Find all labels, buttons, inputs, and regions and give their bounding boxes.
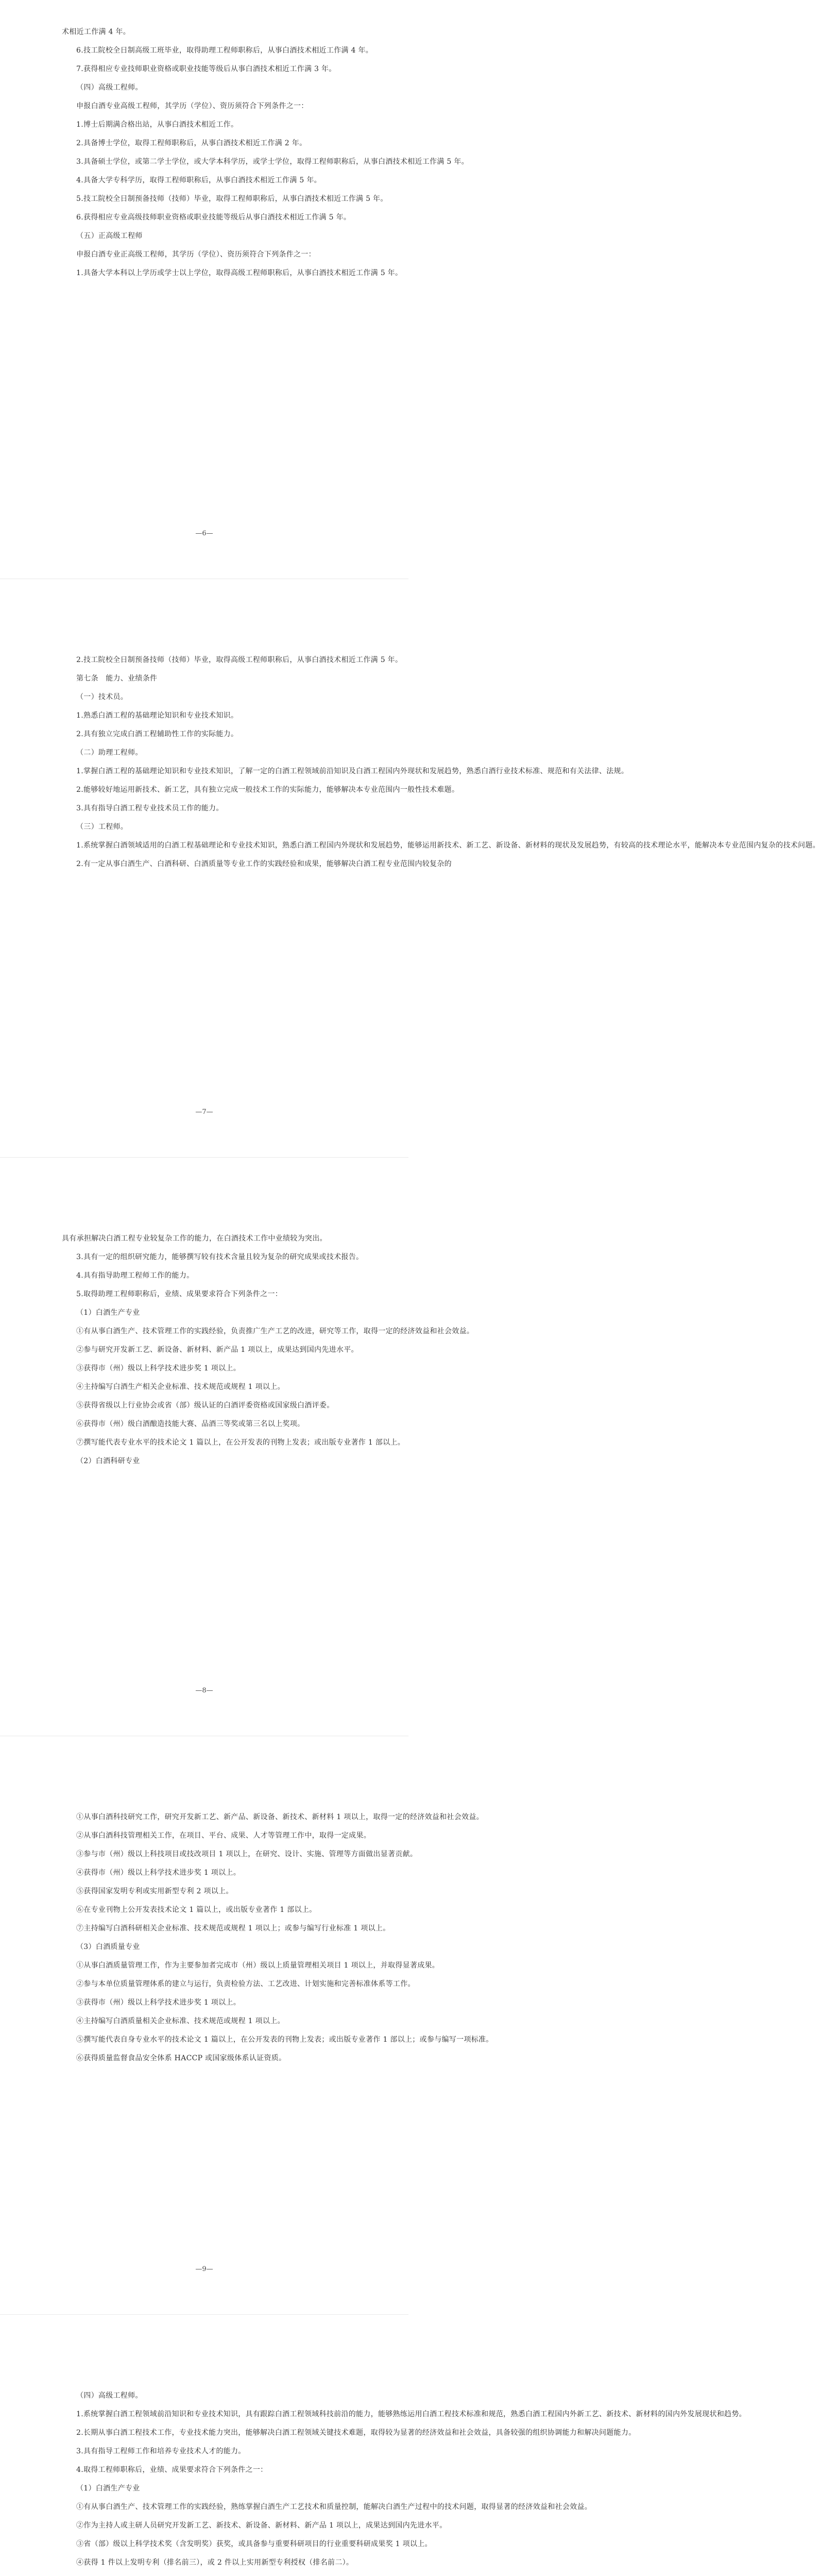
page-body <box>62 1808 493 2067</box>
paragraph-line: ⑥获得市（州）级白酒酿造技能大赛、品酒三等奖或第三名以上奖项。 <box>76 1420 305 1428</box>
paragraph-line: ①有从事白酒生产、技术管理工作的实践经验，负责推广生产工艺的改进，研究等工作，取得一定的经济效益和社会效益。 <box>76 1327 474 1335</box>
paragraph-line: 1.具备大学本科以上学历或学士以上学位，取得高级工程师职称后，从事白酒技术相近工作满 5 年。 <box>76 269 403 277</box>
page-number: —6— <box>195 530 213 537</box>
paragraph-line: 具有承担解决白酒工程专业较复杂工作的能力，在白酒技术工作中业绩较为突出。 <box>62 1234 327 1243</box>
page-divider <box>0 2314 408 2315</box>
paragraph-line: ③获得市（州）级以上科学技术进步奖 1 项以上。 <box>76 1364 241 1372</box>
paragraph-line: ②作为主持人或主研人员研究开发新工艺、新技术、新设备、新材料、新产品 1 项以上，成果达到国内先进水平。 <box>76 2521 447 2530</box>
page-body <box>62 1229 474 1470</box>
document-page-1 <box>0 0 469 579</box>
section-heading: （二）助理工程师。 <box>76 749 143 757</box>
paragraph-line <box>62 2572 347 2576</box>
subsection-heading: （1）白酒生产专业 <box>76 2484 140 2493</box>
paragraph-line: ②从事白酒科技管理相关工作，在项目、平台、成果、人才等管理工作中，取得一定成果。 <box>76 1832 371 1840</box>
paragraph-line: 申报白酒专业正高级工程师，其学历（学位）、资历须符合下列条件之一： <box>76 250 316 259</box>
paragraph-line: 4.具备大学专科学历，取得工程师职称后，从事白酒技术相近工作满 5 年。 <box>76 176 321 184</box>
paragraph-line: ⑥获得质量监督食品安全体系 HACCP 或国家级体系认证资质。 <box>76 2054 286 2062</box>
paragraph-line: 5.技工院校全日制预备技师（技师）毕业，取得工程师职称后，从事白酒技术相近工作满 5 年。 <box>76 195 388 203</box>
paragraph-line: 7.获得相应专业技师职业资格或职业技能等级后从事白酒技术相近工作满 3 年。 <box>76 65 336 73</box>
paragraph-line: ③省（部）级以上科学技术奖（含发明奖）获奖，或具备参与重要科研项目的行业重要科研成果奖 1 项以上。 <box>76 2540 432 2548</box>
page-number: —7— <box>195 1108 213 1116</box>
paragraph-line: 2.长期从事白酒工程技术工作，专业技术能力突出，能够解决白酒工程领域关键技术难题，取得较为显著的经济效益和社会效益，具备较强的组织协调能力和解决问题能力。 <box>76 2429 636 2437</box>
paragraph-line: 2.能够较好地运用新技术、新工艺，具有独立完成一般技术工作的实际能力，能够解决本专业范围内一般性技术难题。 <box>76 786 459 794</box>
section-heading: （五）正高级工程师 <box>76 232 143 240</box>
paragraph-line: 5.取得助理工程师职称后，业绩、成果要求符合下列条件之一： <box>76 1290 283 1298</box>
page-number: —8— <box>195 1687 213 1694</box>
paragraph-line: ①从事白酒质量管理工作，作为主要参加者完成市（州）级以上质量管理相关项目 1 项以上，并取得显著成果。 <box>76 1961 440 1970</box>
subsection-heading: （3）白酒质量专业 <box>76 1943 140 1951</box>
paragraph-line: ④主持编写白酒质量相关企业标准、技术规范或规程 1 项以上。 <box>76 2017 285 2025</box>
paragraph-line: 术相近工作满 4 年。 <box>62 28 131 36</box>
paragraph-line: 3.具有指导工程师工作和培养专业技术人才的能力。 <box>76 2447 246 2455</box>
paragraph-line: ③获得市（州）级以上科学技术进步奖 1 项以上。 <box>76 1998 241 2007</box>
paragraph-line: ⑥在专业刊物上公开发表技术论文 1 篇以上，或出版专业著作 1 部以上。 <box>76 1906 317 1914</box>
subsection-heading: （1）白酒生产专业 <box>76 1309 140 1317</box>
paragraph-line: ①从事白酒科技研究工作，研究开发新工艺、新产品、新设备、新技术、新材料 1 项以上，取得一定的经济效益和社会效益。 <box>76 1813 484 1821</box>
paragraph-line: 1.系统掌握白酒领域适用的白酒工程基础理论和专业技术知识，熟悉白酒工程国内外现状和发展趋势，能够运用新技术、新工艺、新设备、新材料的现状及发展趋势，有较高的技术理论水平，能解决本专业范围内复杂的技术问题。 <box>76 841 820 850</box>
paragraph-line: ④获得 1 件以上发明专利（排名前三），或 2 件以上实用新型专利授权（排名前二）。 <box>76 2558 354 2567</box>
section-heading: （一）技术员。 <box>76 693 128 701</box>
document-page-5 <box>0 2314 746 2576</box>
paragraph-line: 2.具备博士学位，取得工程师职称后，从事白酒技术相近工作满 2 年。 <box>76 139 307 147</box>
page-body <box>62 651 820 873</box>
paragraph-line: 4.具有指导助理工程师工作的能力。 <box>76 1272 194 1280</box>
paragraph-line: ②参与研究开发新工艺、新设备、新材料、新产品 1 项以上，成果达到国内先进水平。 <box>76 1346 358 1354</box>
paragraph-line: 2.具有独立完成白酒工程辅助性工作的实际能力。 <box>76 730 238 738</box>
page-body <box>62 23 469 282</box>
document-page-3 <box>0 1157 474 1736</box>
paragraph-line: 4.取得工程师职称后，业绩、成果要求符合下列条件之一： <box>76 2466 268 2474</box>
paragraph-line: ②参与本单位质量管理体系的建立与运行，负责检验方法、工艺改进、计划实施和完善标准体系等工作。 <box>76 1980 415 1988</box>
article-heading: 第七条 能力、业绩条件 <box>76 674 158 683</box>
paragraph-line: 1.博士后期满合格出站，从事白酒技术相近工作。 <box>76 121 238 129</box>
page-body <box>62 2386 746 2576</box>
paragraph-line: ⑦主持编写白酒科研相关企业标准、技术规范或规程 1 项以上；或参与编写行业标准 1 项以上。 <box>76 1924 390 1933</box>
paragraph-line: ③参与市（州）级以上科技项目或技改项目 1 项以上，在研究、设计、实施、管理等方面做出显著贡献。 <box>76 1850 418 1858</box>
paragraph-line: ④主持编写白酒生产相关企业标准、技术规范或规程 1 项以上。 <box>76 1383 285 1391</box>
paragraph-line: 申报白酒专业高级工程师，其学历（学位）、资历须符合下列条件之一： <box>76 102 309 110</box>
paragraph-line: 1.掌握白酒工程的基础理论知识和专业技术知识，了解一定的白酒工程领域前沿知识及白酒工程国内外现状和发展趋势，熟悉白酒行业技术标准、规范和有关法律、法规。 <box>76 767 629 775</box>
section-heading: （四）高级工程师。 <box>76 2392 143 2400</box>
paragraph-line: 3.具备硕士学位，或第二学士学位，或大学本科学历，或学士学位，取得工程师职称后，从事白酒技术相近工作满 5 年。 <box>76 158 469 166</box>
paragraph-line: 3.具有指导白酒工程专业技术员工作的能力。 <box>76 804 224 812</box>
paragraph-line: 2.技工院校全日制预备技师（技师）毕业，取得高级工程师职称后，从事白酒技术相近工作满 5 年。 <box>76 656 403 664</box>
paragraph-line: ⑤获得省级以上行业协会或省（部）级认证的白酒评委资格或国家级白酒评委。 <box>76 1401 334 1410</box>
section-heading: （三）工程师。 <box>76 823 128 831</box>
document-page-2 <box>0 579 820 1157</box>
paragraph-line: ①有从事白酒生产、技术管理工作的实践经验，熟练掌握白酒生产工艺技术和质量控制，能解决白酒生产过程中的技术问题，取得显著的经济效益和社会效益。 <box>76 2503 592 2511</box>
page-divider <box>0 1157 408 1158</box>
paragraph-line: ⑤获得国家发明专利或实用新型专利 2 项以上。 <box>76 1887 233 1895</box>
paragraph-line: ④获得市（州）级以上科学技术进步奖 1 项以上。 <box>76 1869 241 1877</box>
paragraph-line: 6.获得相应专业高级技师职业资格或职业技能等级后从事白酒技术相近工作满 5 年。 <box>76 213 351 222</box>
subsection-heading: （2）白酒科研专业 <box>76 1457 140 1465</box>
page-number: —9— <box>195 2265 213 2273</box>
paragraph-line: 1.系统掌握白酒工程领域前沿知识和专业技术知识，具有跟踪白酒工程领域科技前沿的能力，能够熟练运用白酒工程技术标准和规范，熟悉白酒工程国内外新工艺、新技术、新材料的国内外发展现状和趋势。 <box>76 2410 746 2418</box>
document-page-4 <box>0 1736 493 2314</box>
paragraph-line: 1.熟悉白酒工程的基础理论知识和专业技术知识。 <box>76 711 238 720</box>
paragraph-line: ⑦撰写能代表专业水平的技术论文 1 篇以上，在公开发表的刊物上发表；或出版专业著作 1 部以上。 <box>76 1438 405 1447</box>
section-heading: （四）高级工程师。 <box>76 83 143 92</box>
paragraph-line: 3.具有一定的组织研究能力，能够撰写较有技术含量且较为复杂的研究成果或技术报告。 <box>76 1253 364 1261</box>
paragraph-line: 2.有一定从事白酒生产、白酒科研、白酒质量等专业工作的实践经验和成果，能够解决白酒工程专业范围内较复杂的 <box>76 860 452 868</box>
paragraph-line: ⑤撰写能代表自身专业水平的技术论文 1 篇以上，在公开发表的刊物上发表；或出版专业著作 1 部以上；或参与编写一项标准。 <box>76 2036 493 2044</box>
paragraph-line: 6.技工院校全日制高级工班毕业，取得助理工程师职称后，从事白酒技术相近工作满 4 年。 <box>76 46 373 55</box>
